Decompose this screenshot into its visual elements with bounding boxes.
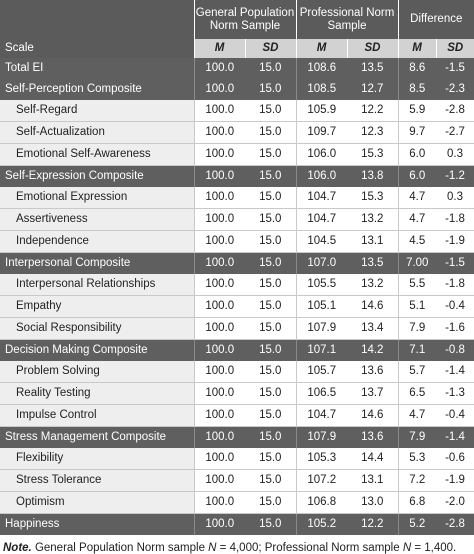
gp-m-cell: 100.0 — [194, 100, 245, 122]
pro-sd-cell: 13.0 — [347, 492, 398, 514]
pro-sd-cell: 13.6 — [347, 427, 398, 449]
pro-m-cell: 107.9 — [296, 318, 347, 340]
diff-sd-cell: -2.0 — [436, 492, 474, 514]
diff-sd-cell: -1.5 — [436, 58, 474, 79]
pro-m-cell: 108.5 — [296, 79, 347, 100]
subscale-row — [0, 448, 474, 470]
composite-row — [0, 79, 474, 100]
gp-sd-cell: 15.0 — [245, 296, 296, 318]
subscale-row — [0, 361, 474, 383]
pro-sd-cell: 13.2 — [347, 274, 398, 296]
gp-sd-cell: 15.0 — [245, 209, 296, 231]
subscale-row — [0, 383, 474, 405]
gp-sd-cell: 15.0 — [245, 383, 296, 405]
gp-m-cell: 100.0 — [194, 274, 245, 296]
subscale-row — [0, 492, 474, 514]
diff-sd-cell: -2.7 — [436, 122, 474, 144]
scale-name-cell: Flexibility — [0, 448, 194, 470]
diff-sd-cell: -1.8 — [436, 274, 474, 296]
diff-m-cell: 9.7 — [398, 122, 436, 144]
gp-sd-cell: 15.0 — [245, 492, 296, 514]
diff-sd-cell: -0.4 — [436, 405, 474, 427]
pro-sd-cell: 12.2 — [347, 514, 398, 536]
gp-m-cell: 100.0 — [194, 79, 245, 100]
gp-sd-cell: 15.0 — [245, 405, 296, 427]
pro-sd-cell: 13.8 — [347, 166, 398, 188]
gp-sd-cell: 15.0 — [245, 58, 296, 79]
pro-sd-cell: 13.4 — [347, 318, 398, 340]
note-text-2: = 4,000; Professional Norm sample — [216, 542, 403, 554]
pro-m-cell: 105.7 — [296, 361, 347, 383]
pro-m-cell: 104.7 — [296, 209, 347, 231]
scale-name-cell: Self-Actualization — [0, 122, 194, 144]
gp-m-cell: 100.0 — [194, 470, 245, 492]
table-note — [0, 535, 474, 554]
pro-sd-cell: 14.2 — [347, 340, 398, 362]
diff-m-cell: 5.1 — [398, 296, 436, 318]
note-label: Note. — [3, 542, 32, 554]
diff-m-cell: 6.5 — [398, 383, 436, 405]
gp-sd-cell: 15.0 — [245, 448, 296, 470]
scale-name-cell: Problem Solving — [0, 361, 194, 383]
diff-m-cell: 6.0 — [398, 144, 436, 166]
scale-name-cell: Interpersonal Relationships — [0, 274, 194, 296]
pro-sd-cell: 13.5 — [347, 253, 398, 275]
subscale-row — [0, 296, 474, 318]
pro-sd-cell: 13.7 — [347, 383, 398, 405]
header-sd-professional: SD — [347, 39, 398, 58]
gp-m-cell: 100.0 — [194, 514, 245, 536]
diff-sd-cell: -0.4 — [436, 296, 474, 318]
diff-m-cell: 6.0 — [398, 166, 436, 188]
header-m-professional: M — [296, 39, 347, 58]
pro-m-cell: 104.5 — [296, 231, 347, 253]
diff-sd-cell: -0.6 — [436, 448, 474, 470]
scale-name-cell: Impulse Control — [0, 405, 194, 427]
diff-m-cell: 7.9 — [398, 427, 436, 449]
diff-sd-cell: 0.3 — [436, 187, 474, 209]
gp-sd-cell: 15.0 — [245, 253, 296, 275]
gp-sd-cell: 15.0 — [245, 144, 296, 166]
pro-m-cell: 107.9 — [296, 427, 347, 449]
note-text-3: = 1,400. — [411, 542, 457, 554]
scale-name-cell: Stress Tolerance — [0, 470, 194, 492]
note-n1: N — [208, 542, 217, 554]
scale-name-cell: Self-Expression Composite — [0, 166, 194, 188]
gp-m-cell: 100.0 — [194, 361, 245, 383]
gp-m-cell: 100.0 — [194, 187, 245, 209]
diff-m-cell: 8.5 — [398, 79, 436, 100]
composite-row — [0, 58, 474, 79]
composite-row — [0, 427, 474, 449]
diff-m-cell: 7.00 — [398, 253, 436, 275]
scale-name-cell: Emotional Expression — [0, 187, 194, 209]
pro-m-cell: 106.0 — [296, 144, 347, 166]
composite-row — [0, 514, 474, 536]
diff-sd-cell: -1.9 — [436, 470, 474, 492]
diff-sd-cell: -1.4 — [436, 361, 474, 383]
diff-sd-cell: -1.9 — [436, 231, 474, 253]
composite-row — [0, 340, 474, 362]
scale-name-cell: Self-Regard — [0, 100, 194, 122]
pro-m-cell: 106.0 — [296, 166, 347, 188]
gp-sd-cell: 15.0 — [245, 100, 296, 122]
gp-sd-cell: 15.0 — [245, 274, 296, 296]
pro-sd-cell: 15.3 — [347, 187, 398, 209]
gp-m-cell: 100.0 — [194, 383, 245, 405]
diff-sd-cell: -1.3 — [436, 383, 474, 405]
pro-m-cell: 104.7 — [296, 405, 347, 427]
pro-sd-cell: 13.6 — [347, 361, 398, 383]
scale-name-cell: Decision Making Composite — [0, 340, 194, 362]
diff-m-cell: 5.9 — [398, 100, 436, 122]
diff-sd-cell: -0.8 — [436, 340, 474, 362]
subscale-row — [0, 318, 474, 340]
pro-sd-cell: 14.4 — [347, 448, 398, 470]
diff-sd-cell: -1.5 — [436, 253, 474, 275]
subscale-row — [0, 100, 474, 122]
gp-m-cell: 100.0 — [194, 231, 245, 253]
diff-m-cell: 7.1 — [398, 340, 436, 362]
diff-sd-cell: 0.3 — [436, 144, 474, 166]
gp-m-cell: 100.0 — [194, 405, 245, 427]
subscale-row — [0, 470, 474, 492]
pro-sd-cell: 14.6 — [347, 405, 398, 427]
scale-name-cell: Stress Management Composite — [0, 427, 194, 449]
scale-name-cell: Social Responsibility — [0, 318, 194, 340]
gp-m-cell: 100.0 — [194, 296, 245, 318]
gp-m-cell: 100.0 — [194, 340, 245, 362]
pro-m-cell: 109.7 — [296, 122, 347, 144]
composite-row — [0, 166, 474, 188]
gp-sd-cell: 15.0 — [245, 122, 296, 144]
diff-sd-cell: -1.6 — [436, 318, 474, 340]
scale-name-cell: Total EI — [0, 58, 194, 79]
pro-m-cell: 105.5 — [296, 274, 347, 296]
diff-sd-cell: -1.2 — [436, 166, 474, 188]
diff-sd-cell: -1.4 — [436, 427, 474, 449]
diff-sd-cell: -2.3 — [436, 79, 474, 100]
gp-m-cell: 100.0 — [194, 122, 245, 144]
pro-m-cell: 108.6 — [296, 58, 347, 79]
diff-sd-cell: -2.8 — [436, 514, 474, 536]
pro-m-cell: 105.9 — [296, 100, 347, 122]
gp-m-cell: 100.0 — [194, 209, 245, 231]
composite-row — [0, 253, 474, 275]
subscale-row — [0, 231, 474, 253]
gp-m-cell: 100.0 — [194, 144, 245, 166]
gp-m-cell: 100.0 — [194, 253, 245, 275]
scale-name-cell: Empathy — [0, 296, 194, 318]
gp-m-cell: 100.0 — [194, 448, 245, 470]
diff-m-cell: 7.9 — [398, 318, 436, 340]
gp-sd-cell: 15.0 — [245, 340, 296, 362]
gp-m-cell: 100.0 — [194, 58, 245, 79]
scale-name-cell: Optimism — [0, 492, 194, 514]
gp-sd-cell: 15.0 — [245, 318, 296, 340]
scale-name-cell: Self-Perception Composite — [0, 79, 194, 100]
subscale-row — [0, 122, 474, 144]
pro-m-cell: 106.5 — [296, 383, 347, 405]
pro-m-cell: 107.1 — [296, 340, 347, 362]
scale-name-cell: Emotional Self-Awareness — [0, 144, 194, 166]
scale-name-cell: Interpersonal Composite — [0, 253, 194, 275]
pro-m-cell: 104.7 — [296, 187, 347, 209]
diff-m-cell: 4.7 — [398, 209, 436, 231]
table-body — [0, 58, 474, 535]
gp-sd-cell: 15.0 — [245, 427, 296, 449]
diff-m-cell: 5.7 — [398, 361, 436, 383]
subscale-row — [0, 405, 474, 427]
header-professional: Professional Norm Sample — [296, 0, 398, 39]
gp-sd-cell: 15.0 — [245, 231, 296, 253]
gp-m-cell: 100.0 — [194, 492, 245, 514]
gp-m-cell: 100.0 — [194, 318, 245, 340]
note-n2: N — [402, 542, 412, 554]
header-blank-cell — [0, 0, 194, 39]
header-general-population: General Population Norm Sample — [194, 0, 296, 39]
header-row-groups — [0, 0, 474, 39]
gp-sd-cell: 15.0 — [245, 361, 296, 383]
pro-m-cell: 107.0 — [296, 253, 347, 275]
gp-m-cell: 100.0 — [194, 166, 245, 188]
subscale-row — [0, 144, 474, 166]
diff-m-cell: 4.5 — [398, 231, 436, 253]
pro-sd-cell: 12.7 — [347, 79, 398, 100]
header-m-general: M — [194, 39, 245, 58]
pro-sd-cell: 12.3 — [347, 122, 398, 144]
pro-sd-cell: 13.2 — [347, 209, 398, 231]
scale-name-cell: Reality Testing — [0, 383, 194, 405]
gp-sd-cell: 15.0 — [245, 187, 296, 209]
header-sd-difference: SD — [436, 39, 474, 58]
pro-m-cell: 106.8 — [296, 492, 347, 514]
diff-m-cell: 4.7 — [398, 405, 436, 427]
header-difference: Difference — [398, 0, 474, 39]
header-row-stats — [0, 39, 474, 58]
header-m-difference: M — [398, 39, 436, 58]
pro-sd-cell: 12.2 — [347, 100, 398, 122]
scale-name-cell: Independence — [0, 231, 194, 253]
diff-m-cell: 5.2 — [398, 514, 436, 536]
pro-sd-cell: 13.5 — [347, 58, 398, 79]
subscale-row — [0, 209, 474, 231]
pro-sd-cell: 13.1 — [347, 231, 398, 253]
gp-sd-cell: 15.0 — [245, 514, 296, 536]
gp-sd-cell: 15.0 — [245, 166, 296, 188]
diff-sd-cell: -1.8 — [436, 209, 474, 231]
note-text-1: General Population Norm sample — [31, 542, 209, 554]
diff-m-cell: 5.5 — [398, 274, 436, 296]
header-scale: Scale — [0, 39, 194, 58]
pro-m-cell: 105.2 — [296, 514, 347, 536]
pro-sd-cell: 14.6 — [347, 296, 398, 318]
diff-m-cell: 6.8 — [398, 492, 436, 514]
subscale-row — [0, 274, 474, 296]
pro-m-cell: 107.2 — [296, 470, 347, 492]
subscale-row — [0, 187, 474, 209]
header-sd-general: SD — [245, 39, 296, 58]
gp-m-cell: 100.0 — [194, 427, 245, 449]
scale-name-cell: Assertiveness — [0, 209, 194, 231]
pro-m-cell: 105.1 — [296, 296, 347, 318]
gp-sd-cell: 15.0 — [245, 470, 296, 492]
diff-m-cell: 7.2 — [398, 470, 436, 492]
pro-m-cell: 105.3 — [296, 448, 347, 470]
gp-sd-cell: 15.0 — [245, 79, 296, 100]
diff-m-cell: 5.3 — [398, 448, 436, 470]
diff-m-cell: 8.6 — [398, 58, 436, 79]
diff-sd-cell: -2.8 — [436, 100, 474, 122]
scale-name-cell: Happiness — [0, 514, 194, 536]
diff-m-cell: 4.7 — [398, 187, 436, 209]
pro-sd-cell: 15.3 — [347, 144, 398, 166]
pro-sd-cell: 13.1 — [347, 470, 398, 492]
